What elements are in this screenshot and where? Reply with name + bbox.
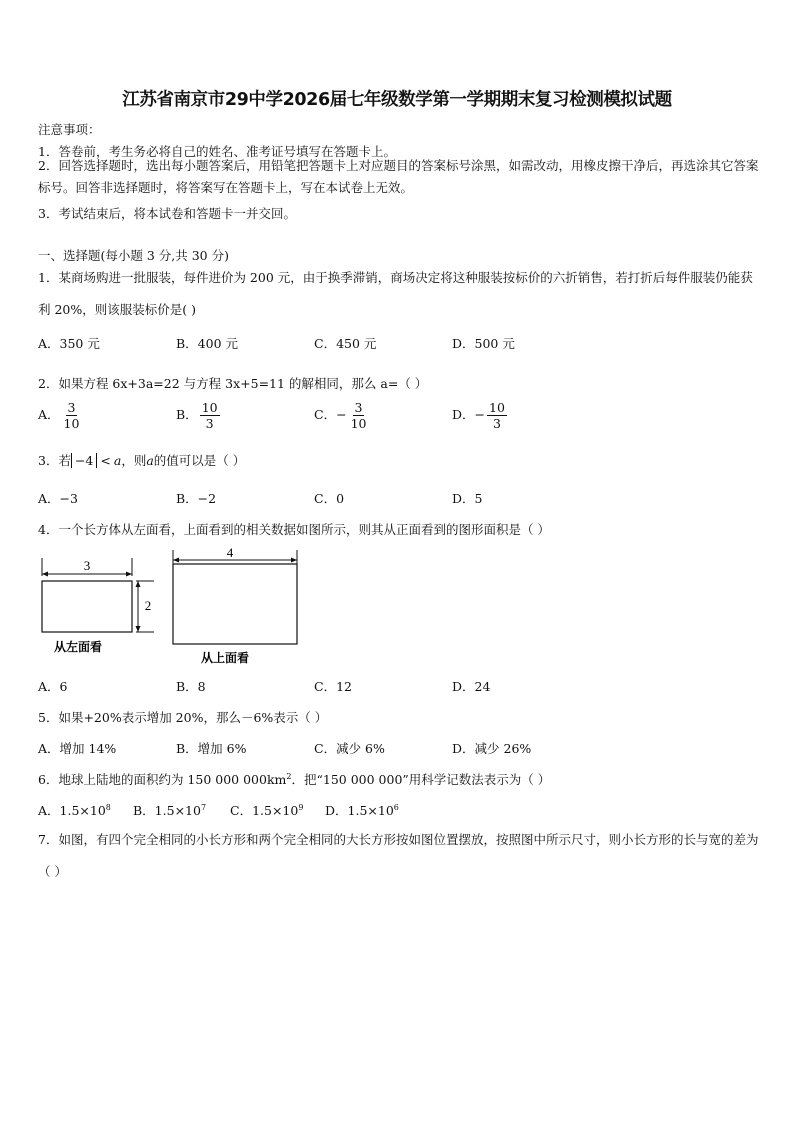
notice-heading: 注意事项： [38, 122, 101, 137]
q5-option-c: C．减少 6% [314, 741, 385, 756]
numerator: 10 [489, 400, 505, 415]
question-4-stem: 4．一个长方体从左面看，上面看到的相关数据如图所示，则其从正面看到的图形面积是（ ） [38, 522, 550, 537]
q4-figure [34, 546, 314, 672]
q3-mid: ，则 [121, 453, 147, 468]
option-base: C．1.5×10 [230, 803, 299, 818]
question-2-stem: 2．如果方程 6x+3a=22 与方程 3x+5=11 的解相同，那么 a=（ ） [38, 376, 428, 391]
denominator: 3 [205, 416, 214, 431]
fraction [62, 400, 82, 431]
top-view-caption: 从上面看 [200, 651, 250, 665]
q6-stem-part-b: ．把“150 000 000”用科学记数法表示为（ ） [291, 772, 551, 787]
q6-option-a [38, 801, 111, 819]
q6-superscript: 2 [286, 772, 292, 781]
left-width-label: 3 [83, 558, 91, 573]
q1-option-d: D．500 元 [452, 336, 515, 351]
q5-option-a: A．增加 14% [38, 741, 117, 756]
q4-option-c: C．12 [314, 679, 352, 694]
q4-option-d: D．24 [452, 679, 491, 694]
notice-item-2: 2．回答选择题时，选出每小题答案后，用铅笔把答题卡上对应题目的答案标号涂黑，如需改动，用橡皮擦干净后，再选涂其它答案标号。回答非选择题时，将答案写在答题卡上，写在本试卷上无效。 [38, 158, 759, 195]
q6-option-c [230, 801, 303, 819]
question-1-stem: 1．某商场购进一批服装，每件进价为 200 元，由于换季滞销，商场决定将这种服装按标价的六折销售，若打折后每件服装仍能获利 20%，则该服装标价是( ) [38, 270, 753, 317]
option-label: D． [452, 407, 475, 422]
numerator: 3 [354, 400, 363, 415]
left-view-diagram [42, 558, 154, 654]
q4-option-a: A．6 [38, 679, 68, 694]
denominator: 3 [492, 416, 501, 431]
option-exponent: 6 [393, 803, 399, 812]
question-5-stem: 5．如果+20%表示增加 20%，那么－6%表示（ ） [38, 710, 328, 725]
q2-option-a [38, 400, 83, 431]
fraction [487, 400, 507, 431]
q3-prefix: 3．若 [38, 453, 71, 468]
option-label: A． [38, 407, 60, 422]
q6-option-d [325, 801, 399, 819]
q3-option-d: D．5 [452, 491, 483, 506]
option-exponent: 7 [200, 803, 207, 812]
numerator: 3 [67, 400, 76, 415]
fraction [200, 400, 220, 431]
option-exponent: 8 [105, 803, 111, 812]
question-3-stem [38, 451, 245, 469]
q5-option-d: D．减少 26% [452, 741, 532, 756]
q3-option-c: C．0 [314, 491, 345, 506]
q3-option-a: A．−3 [38, 491, 78, 506]
notice-item-3: 3．考试结束后，将本试卷和答题卡一并交回。 [38, 206, 296, 221]
question-6-stem [38, 770, 550, 788]
left-view-caption: 从左面看 [53, 640, 103, 654]
variable-a: a [146, 453, 154, 468]
numerator: 10 [201, 400, 218, 415]
top-view-diagram [173, 546, 297, 665]
q3-option-b: B．−2 [176, 491, 217, 506]
q6-stem-part-a: 6．地球上陆地的面积约为 150 000 000km [38, 772, 287, 787]
option-base: B．1.5×10 [133, 803, 201, 818]
page-title: 江苏省南京市29中学2026届七年级数学第一学期期末复习检测模拟试题 [122, 90, 672, 110]
section-heading: 一、选择题(每小题 3 分,共 30 分) [38, 248, 229, 263]
fraction-sign: − [336, 407, 347, 422]
denominator: 10 [350, 416, 367, 431]
q1-option-c: C．450 元 [314, 336, 377, 351]
fraction-sign: − [474, 407, 486, 422]
q6-option-b [133, 801, 206, 819]
notice-item-1: 1．答卷前，考生务必将自己的姓名、准考证号填写在答题卡上。 [38, 144, 396, 159]
q2-option-c [314, 400, 370, 431]
top-width-label: 4 [226, 546, 234, 560]
q5-option-b: B．增加 6% [176, 741, 247, 756]
option-base: A．1.5×10 [38, 803, 106, 818]
option-exponent: 9 [298, 803, 304, 812]
less-than-sign: < [100, 453, 111, 468]
variable-a: a [113, 453, 122, 468]
option-label: B． [176, 407, 198, 422]
q2-option-b [176, 400, 222, 431]
option-label: C． [314, 407, 337, 422]
fraction [349, 400, 369, 431]
denominator: 10 [63, 416, 80, 431]
left-height-label: 2 [144, 598, 152, 613]
q2-option-d [452, 400, 509, 431]
option-base: D．1.5×10 [325, 803, 394, 818]
q3-suffix: 的值可以是（ ） [153, 453, 246, 468]
question-7-stem: 7．如图，有四个完全相同的小长方形和两个完全相同的大长方形按如图位置摆放，按照图中所示尺寸，则小长方形的长与宽的差为（ ） [38, 832, 759, 879]
absolute-value: −4 [71, 453, 97, 468]
q1-option-a: A．350 元 [38, 336, 100, 351]
q1-option-b: B．400 元 [176, 336, 239, 351]
q4-option-b: B．8 [176, 679, 206, 694]
